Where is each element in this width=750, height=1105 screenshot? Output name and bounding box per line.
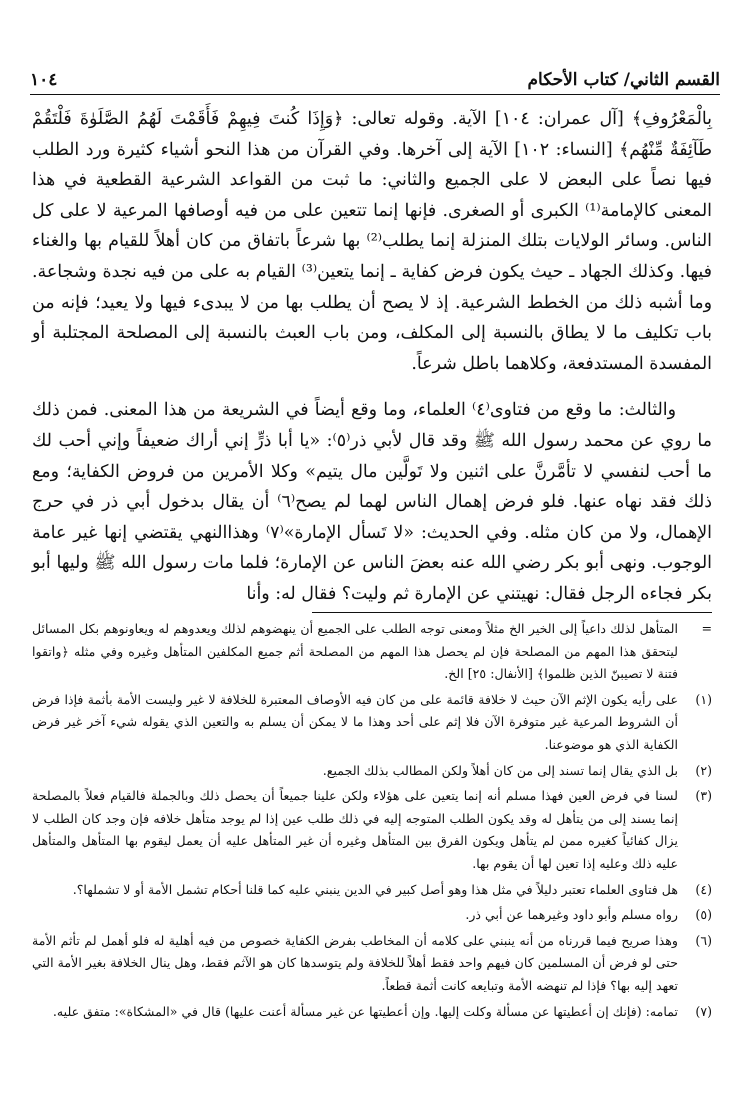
footnote	[32, 930, 712, 998]
footnote-rule	[312, 612, 712, 613]
footnote-number: (٦)	[695, 932, 712, 948]
footnote-text: تمامه: (فإنك إن أعطيتها عن مسألة وكلت إليها. وإن أعطيتها عن غير مسألة أعنت عليها) قال في «المشكاة»: متفق عليه.	[52, 1003, 678, 1019]
footnote-number: (١)	[695, 691, 712, 707]
footnote-number: (٢)	[695, 762, 712, 778]
running-title: القسم الثاني/ كتاب الأحكام	[527, 70, 720, 90]
main-text	[32, 104, 712, 610]
footnote-number: =	[701, 621, 712, 636]
footnote-number: (٥)	[695, 907, 712, 923]
footnote	[32, 689, 712, 757]
footnote	[32, 1001, 712, 1024]
paragraph: والثالث: ما وقع من فتاوى⁽٤⁾ العلماء، وما وقع أيضاً في الشريعة من هذا المعنى. فمن ذلك ما روي عن محمد رسول الله ﷺ وقد قال لأبي ذر⁽٥⁾: «يا أبا ذرٍّ إني أراك ضعيفاً وإني أحب لك ما أحب لنفسي لا تأمَّرنَّ على اثنين ولا تَولَّين مال يتيم» وكلا الأمرين من فروض الكفاية؛ ومع ذلك فقد نهاه عنها. فلو فرض إهمال الناس لهما لم يصح⁽٦⁾ أن يقال بدخول أبي ذر في حرج الإهمال، ولا من كان مثله. وفي الحديث: «لا تَسأل الإمارة»⁽٧⁾ وهذاالنهي يقتضي إنها غير عامة الوجوب. ونهى أبو بكر رضي الله عنه بعضَ الناس عن الإمارة؛ فلما مات رسول الله ﷺ وليها أبو بكر فجاءه الرجل فقال: نهيتني عن الإمارة ثم وليت؟ فقال له: وأنا	[32, 400, 712, 604]
page-header	[30, 62, 720, 90]
footnote-text: هل فتاوى العلماء تعتبر دليلاً في مثل هذا وهو أصل كبير في الدين ينبني عليه كما قلنا أحكام تشمل الأمة أو لا تشملها؟.	[72, 881, 678, 897]
footnotes	[32, 618, 712, 1026]
footnote-text: وهذا صريح فيما قررناه من أنه ينبني على كلامه أن المخاطب بفرض الكفاية خصوص من فيه أهلية له فلو أهمل لم تأثم الأمة حتى لو فرض أن المسلمين كان فيهم واحد فقط أهلاً للخلافة ولم يتوسدها كان هو الآثم فقط، وهل ينال الخلافة بغير الأمة التي تعهد إليه بها؟ فإذا لم تنهضه الأمة وتبايعه كانت أثمة قطعاً.	[32, 932, 678, 993]
footnote	[32, 760, 712, 783]
footnote-text: المتأهل لذلك داعياً إلى الخير الخ مثلاً ومعنى توجه الطلب على الجميع أن ينهضوهم لذلك ويعدوهم له ويعاونوهم بكل المسائل ليتحقق هذا المهم من المصلحة فإن لم يحصل هذا المهم من المصلحة أثم جميع المكلفين المتأهل وغيره وفي مثله ﴿واتقوا فتنة لا تصيبنّ الذين ظلموا﴾ [الأنفال: ٢٥] الخ.	[32, 621, 678, 682]
footnote-number: (٣)	[695, 788, 712, 804]
footnote	[32, 904, 712, 927]
footnote	[32, 618, 712, 686]
footnote-text: بل الذي يقال إنما تسند إلى من كان أهلاً ولكن المطالب بذلك الجميع.	[322, 762, 678, 778]
page-number: ١٠٤	[30, 70, 58, 90]
footnote-number: (٤)	[695, 881, 712, 897]
footnote-text: رواه مسلم وأبو داود وغيرهما عن أبي ذر.	[465, 907, 678, 923]
footnote-text: لسنا في فرض العين فهذا مسلم أنه إنما يتعين على هؤلاء ولكن علينا جميعاً أن يحصل ذلك وبالجملة فالقيام فعلاً بالمصلحة إنما يسند إلى من يتأهل له وقد يكون الطلب المتوجه إليه في ذلك طلب عين إذا لم يوجد متأهل خلافه فإن وجد كان الطلب لا يزال كفائياً كغيره ممن لم يتأهل ويكون الفرق بين المتأهل وغيره أن غير المتأهل عليه أن يعمل ليقوم بها المتأهل والمتأهل عليه ذلك وعليه إذا تعين لها أن يقوم بها.	[32, 788, 678, 871]
paragraph: بِالْمَعْرُوفِ﴾ [آل عمران: ١٠٤] الآية. وقوله تعالى: ﴿وَإِذَا كُنتَ فِيهِمْ فَأَقَمْتَ لَهُمُ الصَّلَوٰةَ فَلْتَقُمْ طَآئِفَةٌ مِّنْهُم﴾ [النساء: ١٠٢] الآية إلى آخرها. وفي القرآن من هذا النحو أشياء كثيرة ورد الطلب فيها نصاً على البعض لا على الجميع والثاني: ما ثبت من القواعد الشرعية القطعية في هذا المعنى كالإمامة⁽¹⁾ الكبرى أو الصغرى. فإنها إنما تتعين على من فيه أوصافها المرعية لا على كل الناس. وسائر الولايات بتلك المنزلة إنما يطلب⁽²⁾ بها شرعاً باتفاق من كان أهلاً للقيام بها والغناء فيها. وكذلك الجهاد ـ حيث يكون فرض كفاية ـ إنما يتعين⁽³⁾ القيام به على من فيه نجدة وشجاعة. وما أشبه ذلك من الخطط الشرعية. إذ لا يصح أن يطلب بها من لا يبدىء فيها ولا يعيد؛ فإنه من باب تكليف ما لا يطاق بالنسبة إلى المكلف، ومن باب العبث بالنسبة إلى المصلحة المجتلبة أو المفسدة المستدفعة، وكلاهما باطل شرعاً.	[32, 109, 713, 374]
footnote-number: (٧)	[695, 1003, 712, 1019]
footnote-text: على رأيه يكون الإثم الآن حيث لا خلافة قائمة على من كان فيه الأوصاف المعتبرة للخلافة لا غير وليست الأمة بأثمة فإذا فرض أن الشروط المرعية غير متوفرة الآن فلا إثم على أحد وهذا ما لا يمكن أن يسلم به والتعين الذي يقوله شيء آخر غير فرض الكفاية الذي هو موضوعنا.	[32, 691, 678, 752]
footnote	[32, 785, 712, 875]
header-rule	[30, 94, 720, 95]
footnote	[32, 879, 712, 902]
